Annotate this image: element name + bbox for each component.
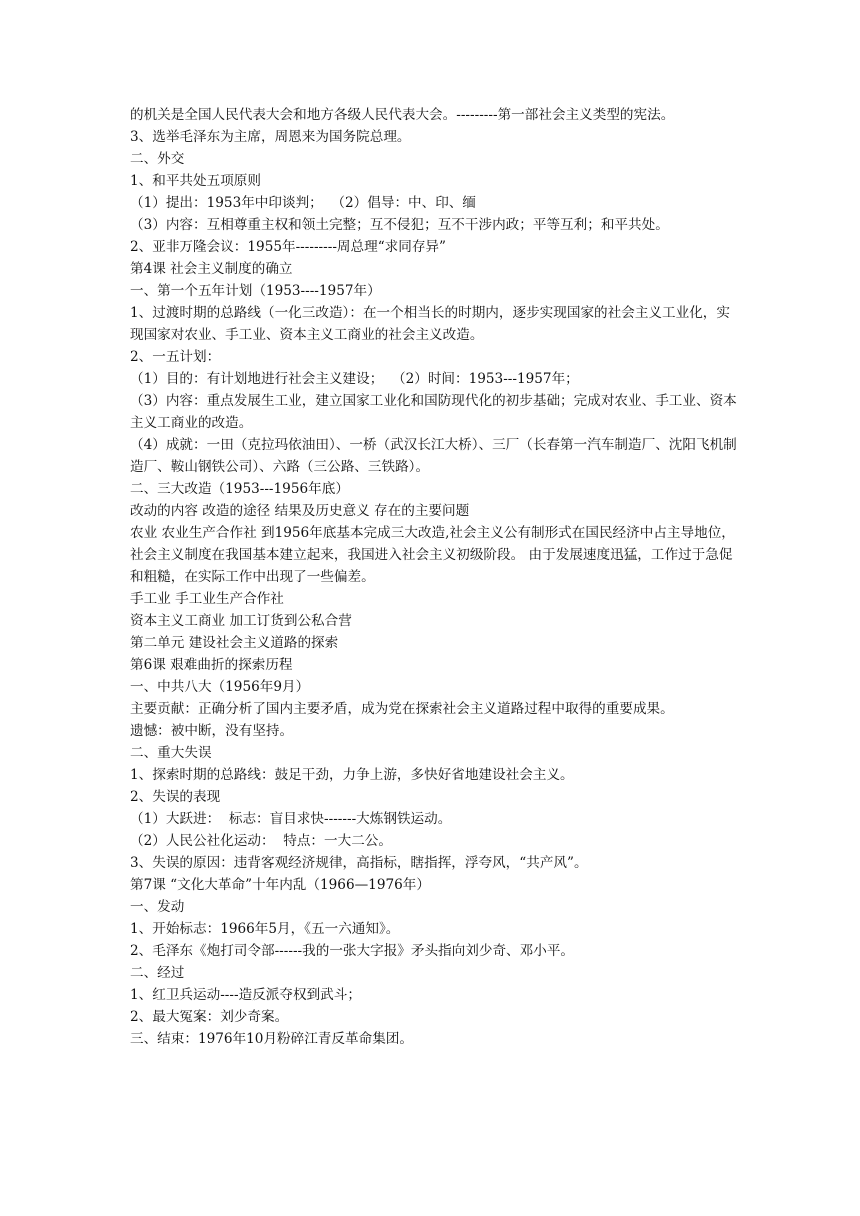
text-line: 1、红卫兵运动----造反派夺权到武斗；: [130, 987, 361, 1003]
text-line: 资本主义工商业 加工订货到公私合营: [130, 613, 352, 629]
text-line: （3）内容：互相尊重主权和领土完整；互不侵犯；互不干涉内政；平等互利；和平共处。: [130, 217, 669, 233]
text-line: 2、毛泽东《炮打司令部------我的一张大字报》矛头指向刘少奇、邓小平。: [130, 943, 575, 959]
text-line: 1、开始标志：1966年5月，《五一六通知》。: [130, 921, 400, 937]
section-heading: 一、第一个五年计划（1953----1957年）: [130, 283, 381, 299]
document-body: [130, 104, 740, 1050]
text-line: 3、选举毛泽东为主席，周恩来为国务院总理。: [130, 129, 411, 145]
text-line: 改动的内容 改造的途径 结果及历史意义 存在的主要问题: [130, 503, 470, 519]
section-heading: 二、经过: [130, 965, 185, 981]
text-line: （1）大跃进： 标志：盲目求快-------大炼钢铁运动。: [130, 811, 452, 827]
section-heading: 二、三大改造（1953---1956年底）: [130, 481, 349, 497]
section-heading: 三、结束：1976年10月粉碎江青反革命集团。: [130, 1031, 413, 1047]
text-line: 的机关是全国人民代表大会和地方各级人民代表大会。---------第一部社会主义类型的宪法。: [130, 107, 675, 123]
text-line: 手工业 手工业生产合作社: [130, 591, 284, 607]
lesson-heading: 第4课 社会主义制度的确立: [130, 261, 293, 277]
text-line: 遗憾：被中断，没有坚持。: [130, 723, 294, 739]
text-line: （2）人民公社化运动： 特点：一大二公。: [130, 833, 392, 849]
section-heading: 一、中共八大（1956年9月）: [130, 679, 310, 695]
text-line: 3、失误的原因：违背客观经济规律，高指标，瞎指挥，浮夸风，“共产风”。: [130, 855, 588, 871]
section-heading: 二、重大失误: [130, 745, 212, 761]
text-line: 2、亚非万隆会议：1955年---------周总理“求同存异”: [130, 239, 446, 255]
text-line: （4）成就：一田（克拉玛依油田）、一桥（武汉长江大桥）、三厂（长春第一汽车制造厂、沈阳飞机制造厂、鞍山钢铁公司）、六路（三公路、三铁路）。: [130, 437, 737, 475]
text-line: （3）内容：重点发展生工业，建立国家工业化和国防现代化的初步基础；完成对农业、手工业、资本主义工商业的改造。: [130, 393, 737, 431]
text-line: （1）目的：有计划地进行社会主义建设； （2）时间：1953---1957年；: [130, 371, 579, 387]
text-line: 1、和平共处五项原则: [130, 173, 261, 189]
unit-heading: 第二单元 建设社会主义道路的探索: [130, 635, 339, 651]
text-line: 主要贡献：正确分析了国内主要矛盾，成为党在探索社会主义道路过程中取得的重要成果。: [130, 701, 674, 717]
text-line: 2、失误的表现: [130, 789, 221, 805]
text-line: 1、过渡时期的总路线（一化三改造）：在一个相当长的时期内，逐步实现国家的社会主义工业化，实现国家对农业、手工业、资本主义工商业的社会主义改造。: [130, 305, 730, 343]
text-line: 农业 农业生产合作社 到1956年底基本完成三大改造,社会主义公有制形式在国民经济中占主导地位，社会主义制度在我国基本建立起来，我国进入社会主义初级阶段。 由于发展速度迅猛，工作过于急促和粗糙，在实际工作中出现了一些偏差。: [130, 525, 735, 585]
lesson-heading: 第6课 艰难曲折的探索历程: [130, 657, 293, 673]
section-heading: 二、外交: [130, 151, 185, 167]
text-line: 2、最大冤案：刘少奇案。: [130, 1009, 289, 1025]
text-line: 2、一五计划：: [130, 349, 221, 365]
lesson-heading: 第7课 “文化大革命”十年内乱（1966—1976年）: [130, 877, 430, 893]
text-line: （1）提出：1953年中印谈判； （2）倡导：中、印、缅: [130, 195, 477, 211]
text-line: 1、探索时期的总路线：鼓足干劲，力争上游，多快好省地建设社会主义。: [130, 767, 574, 783]
section-heading: 一、发动: [130, 899, 185, 915]
